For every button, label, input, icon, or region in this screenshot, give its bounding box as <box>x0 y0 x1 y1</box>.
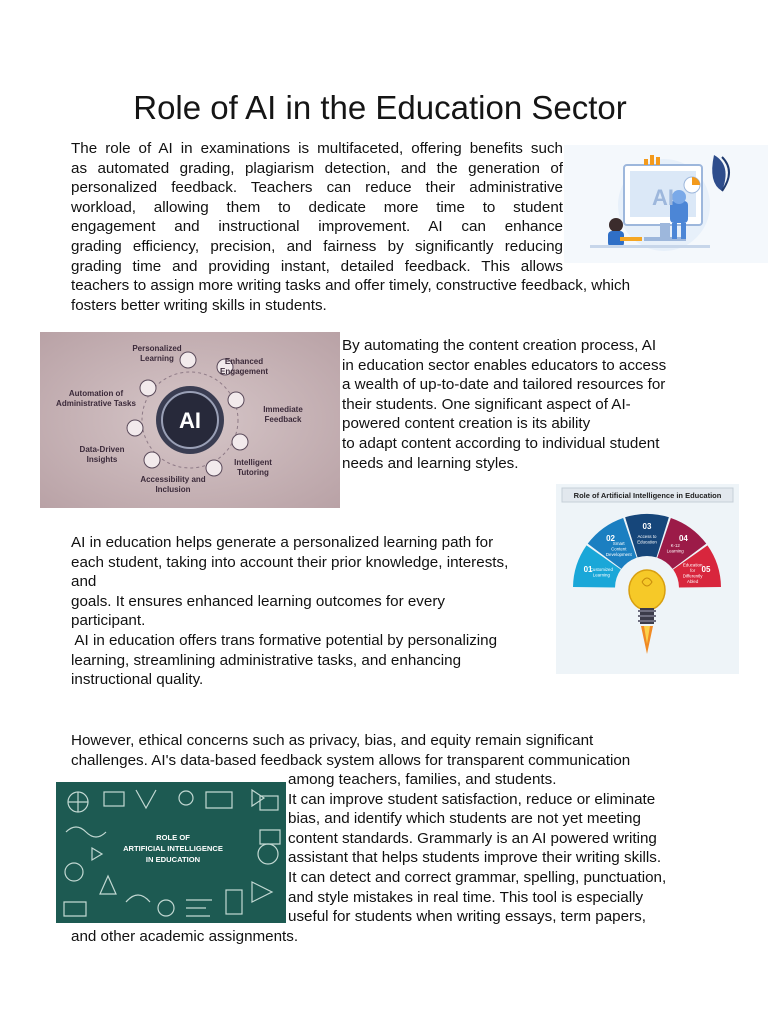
document-title: Role of AI in the Education Sector <box>133 89 627 126</box>
chalkboard-label <box>116 832 230 865</box>
text-line: useful for students when writing essays, term papers, <box>288 908 646 926</box>
paragraph-2 <box>342 336 666 473</box>
text-line: The role of AI in examinations is multifaceted, offering benefits such <box>71 140 563 157</box>
paragraph-1 <box>71 139 630 315</box>
ai-robot-illustration-graphic <box>564 145 768 263</box>
fig1-center-label: AI <box>652 185 674 210</box>
text-line: engagement and instructional improvement. AI can enhance <box>71 218 563 236</box>
text-line: AI in education helps generate a personalized learning path for <box>71 534 494 551</box>
diagram-label: Accessibility and Inclusion <box>140 475 206 494</box>
paragraph-4-intro <box>71 731 630 770</box>
text-line: instructional quality. <box>71 671 204 689</box>
text-line: grading time and providing instant, detailed feedback. This allows <box>71 257 563 275</box>
fan-segment-label: Learning <box>592 572 610 578</box>
text-line: participant. <box>71 612 146 630</box>
text-line: and style mistakes in real time. This tool is especially <box>288 888 644 906</box>
paragraph-4-body <box>288 770 666 927</box>
paragraph-4-end <box>71 927 298 947</box>
diagram-label: Data-Driven Insights <box>79 445 125 464</box>
fan-segment-label: Learning <box>666 548 684 554</box>
fig2-center-label: AI <box>179 408 201 433</box>
fan-segment-label: Development <box>605 551 632 557</box>
text-line: challenges. AI's data-based feedback system allows for transparent communication <box>71 751 631 769</box>
fan-segment-label: for <box>690 568 696 574</box>
fan-segment-label: K-12 <box>670 542 680 548</box>
paragraph-3 <box>71 533 508 690</box>
text-line: learning, streamlining administrative tasks, and enhancing <box>71 651 462 669</box>
fan-segment-label: Education <box>682 562 703 568</box>
fan-segment-label: Access to <box>637 533 657 539</box>
fan-segment-label: Abled <box>687 579 699 585</box>
text-line: their students. One significant aspect of AI- <box>342 395 631 413</box>
text-line: in education sector enables educators to access <box>342 356 667 374</box>
fan-segment-number: 01 <box>583 564 593 574</box>
fan-segment-label: Customized <box>589 566 613 572</box>
ai-education-infographic-graphic <box>556 484 739 674</box>
fan-segment-number: 02 <box>606 533 616 543</box>
ai-robot-illustration <box>564 145 768 263</box>
text-line: as automated grading, plagiarism detection, and the generation of <box>71 159 563 177</box>
text-line: It can improve student satisfaction, reduce or eliminate <box>288 790 656 808</box>
ai-education-infographic <box>556 484 739 674</box>
text-line: fosters better writing skills in students. <box>71 296 327 314</box>
text-line: AI in education offers trans formative potential by personalizing <box>71 631 498 649</box>
chalkboard-illustration <box>56 782 286 923</box>
diagram-label: Personalized Learning <box>132 344 182 363</box>
text-line: needs and learning styles. <box>342 454 519 472</box>
fan-segment-number: 03 <box>642 522 652 531</box>
text-line: content standards. Grammarly is an AI powered writing <box>288 829 657 847</box>
fan-segment-label: Education <box>637 539 657 545</box>
text-line: and <box>71 573 97 591</box>
chalkboard-label-line: ROLE OF <box>156 833 190 842</box>
text-line: It can detect and correct grammar, spelling, punctuation, <box>288 868 667 886</box>
text-line: a wealth of up-to-date and tailored resources for <box>342 376 666 394</box>
fan-segment-label: Content <box>611 546 627 552</box>
fan-segment-number: 04 <box>678 533 688 543</box>
diagram-label: Automation of Administrative Tasks <box>56 389 136 408</box>
text-line: and other academic assignments. <box>71 928 299 945</box>
text-line: assistant that helps students improve their writing skills. <box>288 849 662 867</box>
text-line: to adapt content according to individual student <box>342 434 660 452</box>
text-line: By automating the content creation process, AI <box>342 337 657 354</box>
text-line: goals. It ensures enhanced learning outcomes for every <box>71 592 445 610</box>
infographic-title: Role of Artificial Intelligence in Education <box>573 491 722 500</box>
text-line: grading efficiency, precision, and fairness by significantly reducing <box>71 237 563 255</box>
fan-segment-number: 05 <box>701 564 711 574</box>
ai-features-diagram <box>40 332 340 508</box>
text-line: personalized feedback. Teachers can reduce their administrative <box>71 179 563 197</box>
chalkboard-label-line: IN EDUCATION <box>145 855 201 864</box>
text-line: bias, and identify which students are not yet meeting <box>288 810 641 828</box>
text-line: However, ethical concerns such as privacy, bias, and equity remain significant <box>71 732 594 749</box>
text-line: each student, taking into account their prior knowledge, interests, <box>71 553 509 571</box>
chalkboard-label-line: ARTIFICIAL INTELLIGENCE <box>123 844 223 853</box>
text-line: teachers to assign more writing tasks and offer timely, constructive feedback, which <box>71 277 631 295</box>
text-line: workload, allowing them to dedicate more time to student <box>71 198 563 216</box>
text-line: among teachers, families, and students. <box>288 771 557 788</box>
diagram-label: Enhanced Engagement <box>219 357 268 376</box>
diagram-label: Intelligent Tutoring <box>234 458 272 477</box>
fan-segment-label: Smart <box>612 540 625 546</box>
fan-segment-label: Differently <box>682 573 703 579</box>
text-line: powered content creation is its ability <box>342 415 591 433</box>
diagram-label: Immediate Feedback <box>263 405 303 424</box>
